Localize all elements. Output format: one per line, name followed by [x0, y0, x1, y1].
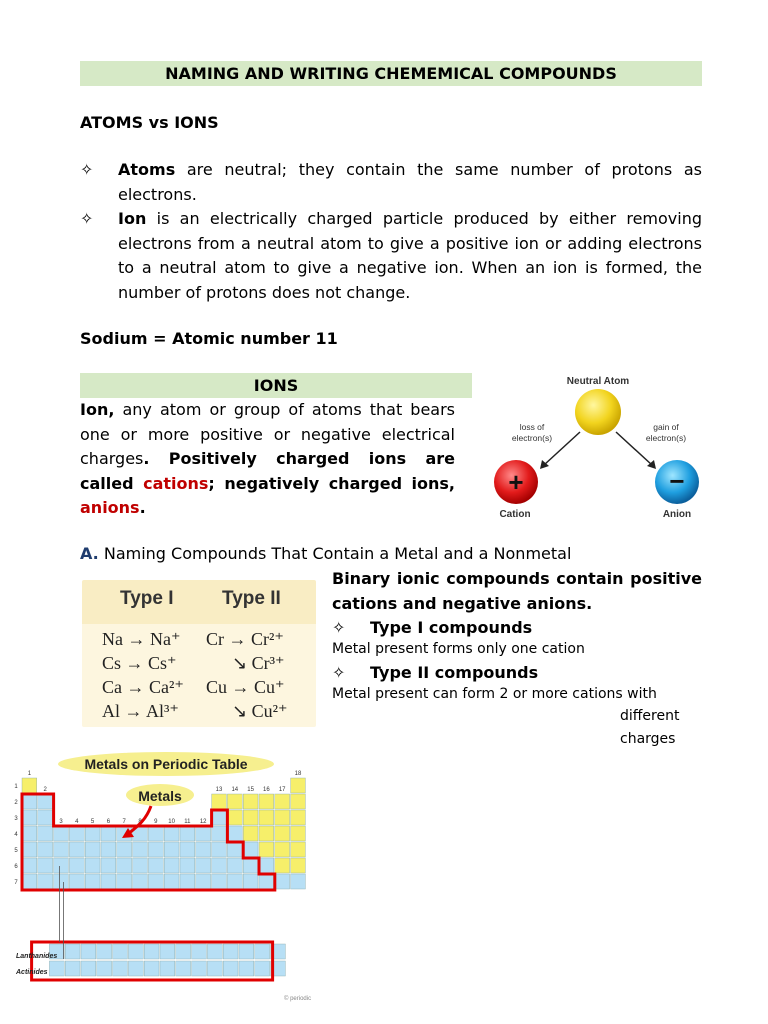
type-i-header: Type I: [120, 588, 174, 609]
type-ii-heading: ✧ Type II compounds: [332, 661, 538, 686]
period-label: 4: [14, 832, 18, 838]
bullet-star-icon: ✧: [332, 618, 346, 637]
element-cell: [227, 874, 242, 889]
type-i-heading: ✧ Type I compounds: [332, 616, 532, 641]
group-label: 12: [199, 819, 207, 825]
neutral-atom-sphere: [575, 389, 621, 435]
type-ii-header: Type II: [222, 588, 281, 609]
element-cell: [69, 858, 84, 873]
f-block-cell: [113, 944, 128, 959]
element-cell: [180, 842, 195, 857]
element-cell: [212, 810, 227, 825]
element-cell: [85, 826, 100, 841]
cations-term: cations: [143, 473, 209, 493]
element-cell: [38, 858, 53, 873]
f-block-cell: [223, 961, 238, 976]
element-cell: [133, 874, 148, 889]
element-cell: [196, 826, 211, 841]
element-cell: [259, 826, 274, 841]
periodic-banner-title: Metals on Periodic Table: [84, 756, 248, 772]
f-block-cell: [128, 961, 143, 976]
element-cell: [180, 826, 195, 841]
element-cell: [227, 842, 242, 857]
metals-callout-label: Metals: [138, 788, 182, 804]
element-cell: [85, 842, 100, 857]
element-cell: [243, 794, 258, 809]
element-cell: [227, 794, 242, 809]
element-cell: [180, 858, 195, 873]
f-block-cell: [239, 961, 254, 976]
element-cell: [54, 858, 69, 873]
element-cell: [38, 874, 53, 889]
period-label: 7: [14, 880, 18, 886]
element-cell: [227, 858, 242, 873]
element-cell: [227, 826, 242, 841]
f-block-cell: [176, 944, 191, 959]
f-block-cell: [113, 961, 128, 976]
atoms-definition: are neutral; they contain the same number of protons as electrons.: [118, 160, 702, 204]
element-cell: [291, 826, 306, 841]
element-cell: [101, 858, 116, 873]
period-label: 3: [14, 816, 18, 822]
element-cell: [227, 810, 242, 825]
minus-icon: −: [669, 466, 685, 496]
element-cell: [212, 826, 227, 841]
period-label: 1: [14, 784, 18, 790]
element-cell: [275, 794, 290, 809]
image-credit: © periodic: [284, 996, 312, 1002]
element-cell: [243, 874, 258, 889]
group-label: 14: [231, 787, 239, 793]
element-cell: [69, 842, 84, 857]
element-cell: [22, 858, 37, 873]
f-block-cell: [97, 944, 112, 959]
binary-ionic-text: Binary ionic compounds contain positive cations and negative anions.: [332, 569, 702, 613]
element-cell: [275, 858, 290, 873]
group-label: 13: [215, 787, 223, 793]
cation-label: Cation: [499, 509, 531, 520]
element-cell: [133, 858, 148, 873]
f-block-cell: [81, 961, 96, 976]
f-block-cell: [255, 961, 270, 976]
group-label: 9: [154, 819, 158, 825]
ions-heading: IONS: [80, 373, 472, 398]
f-block-cell: [128, 944, 143, 959]
element-cell: [101, 874, 116, 889]
type-i-text: Metal present forms only one cation: [332, 641, 585, 657]
element-cell: [101, 826, 116, 841]
period-label: 2: [14, 800, 18, 806]
f-block-cell: [97, 961, 112, 976]
svg-text:electron(s): electron(s): [511, 433, 553, 443]
period-label: 5: [14, 848, 18, 854]
element-cell: [69, 874, 84, 889]
element-cell: [164, 826, 179, 841]
element-cell: [148, 842, 163, 857]
element-cell: [54, 874, 69, 889]
ion-term: Ion: [118, 209, 147, 228]
element-cell: [38, 826, 53, 841]
element-cell: [259, 858, 274, 873]
plus-icon: +: [508, 467, 524, 497]
f-block-cell: [160, 961, 175, 976]
element-cell: [291, 842, 306, 857]
svg-text:electron(s): electron(s): [645, 433, 687, 443]
element-cell: [164, 858, 179, 873]
element-cell: [133, 842, 148, 857]
element-cell: [259, 842, 274, 857]
ion-definition: is an electrically charged particle produced by either removing electrons from a neutral atom to give a positive ion or adding electrons to a neutral atom to give a negative ion. When an ion is formed, the number of protons does not change.: [118, 209, 702, 302]
group-label: 3: [59, 819, 63, 825]
group-label: 6: [106, 819, 111, 825]
element-cell: [22, 842, 37, 857]
svg-text:loss of: loss of: [519, 422, 545, 432]
f-block-cell: [49, 961, 64, 976]
element-cell: [259, 794, 274, 809]
f-block-cell: [81, 944, 96, 959]
bullet-star-icon: ✧: [80, 209, 94, 228]
element-cell: [22, 794, 37, 809]
atoms-term: Atoms: [118, 160, 176, 179]
element-cell: [101, 842, 116, 857]
element-cell: [275, 874, 290, 889]
element-cell: [164, 842, 179, 857]
element-cell: [243, 826, 258, 841]
f-block-cell: [144, 961, 159, 976]
bullet-star-icon: ✧: [332, 663, 346, 682]
lanthanides-label: Lanthanides: [16, 953, 58, 960]
group-label: 2: [43, 787, 47, 793]
type-ii-text-charges: charges: [620, 731, 676, 747]
periodic-table-metals: [6, 748, 324, 1004]
f-block-cell: [223, 944, 238, 959]
element-cell: [148, 858, 163, 873]
element-cell: [212, 874, 227, 889]
group-label: 15: [247, 787, 254, 793]
element-cell: [117, 874, 132, 889]
element-cell: [38, 810, 53, 825]
element-cell: [259, 810, 274, 825]
element-cell: [85, 858, 100, 873]
element-cell: [291, 778, 306, 793]
group-label: 8: [138, 819, 142, 825]
element-cell: [243, 810, 258, 825]
element-cell: [22, 826, 37, 841]
element-cell: [212, 794, 227, 809]
element-cell: [275, 826, 290, 841]
type-ii-text: Metal present can form 2 or more cations with: [332, 686, 657, 702]
element-cell: [259, 874, 274, 889]
f-block-cell: [192, 961, 207, 976]
svg-text:gain of: gain of: [653, 422, 679, 432]
element-cell: [117, 842, 132, 857]
f-block-cell: [65, 961, 80, 976]
f-block-cell: [65, 944, 80, 959]
element-cell: [180, 874, 195, 889]
f-block-cell: [255, 944, 270, 959]
element-cell: [38, 842, 53, 857]
bullet-atoms: [80, 158, 702, 207]
ions-paragraph: Ion, any atom or group of atoms that bears one or more positive or negative electrical charges. Positively charged ions are called cations; negatively charged ions, anions.: [80, 400, 456, 517]
element-cell: [54, 842, 69, 857]
element-cell: [164, 874, 179, 889]
element-cell: [148, 826, 163, 841]
group-label: 18: [294, 771, 302, 777]
element-cells: [22, 778, 305, 980]
ion-formation-diagram: [476, 372, 708, 522]
element-cell: [22, 778, 37, 793]
f-block-cell: [207, 961, 222, 976]
element-cell: [275, 810, 290, 825]
section-a-letter: A.: [80, 544, 99, 563]
element-cell: [22, 810, 37, 825]
neutral-atom-label: Neutral Atom: [566, 376, 630, 387]
bullet-star-icon: ✧: [80, 160, 94, 179]
type-ii-text-different: different: [620, 708, 680, 724]
group-label: 7: [122, 819, 126, 825]
sodium-atomic-number: Sodium = Atomic number 11: [80, 329, 338, 348]
group-label: 10: [168, 819, 175, 825]
f-block-cell: [176, 961, 191, 976]
element-cell: [243, 858, 258, 873]
element-cell: [196, 858, 211, 873]
element-cell: [291, 858, 306, 873]
element-cell: [148, 874, 163, 889]
element-cell: [291, 794, 306, 809]
f-block-cell: [192, 944, 207, 959]
group-label: 17: [278, 787, 286, 793]
group-label: 1: [27, 771, 32, 777]
f-block-cell: [239, 944, 254, 959]
element-cell: [22, 874, 37, 889]
element-cell: [196, 874, 211, 889]
section-a-heading: A. Naming Compounds That Contain a Metal and a Nonmetal: [80, 544, 572, 563]
element-cell: [275, 842, 290, 857]
document-title: NAMING AND WRITING CHEMEMICAL COMPOUNDS: [80, 61, 702, 86]
f-block-cell: [207, 944, 222, 959]
element-cell: [291, 810, 306, 825]
element-cell: [196, 842, 211, 857]
f-block-cell: [144, 944, 159, 959]
group-label: 4: [75, 819, 79, 825]
element-cell: [291, 874, 306, 889]
element-cell: [38, 794, 53, 809]
period-label: 6: [14, 864, 18, 870]
type-table: Type I Type II Na → Na⁺ Cs → Cs⁺ Ca → Ca²⁺ Al → Al³⁺ Cr → Cr²⁺ ↘ Cr³⁺ Cu → Cu⁺ ↘ Cu²⁺: [82, 580, 316, 727]
atoms-ions-bullets: [80, 158, 702, 305]
element-cell: [54, 826, 69, 841]
element-cell: [243, 842, 258, 857]
atoms-vs-ions-heading: ATOMS vs IONS: [80, 113, 219, 132]
anion-label: Anion: [662, 509, 692, 520]
actinides-label: Actinides: [16, 969, 48, 976]
element-cell: [69, 826, 84, 841]
element-cell: [85, 874, 100, 889]
group-label: 11: [184, 819, 191, 825]
element-cell: [212, 858, 227, 873]
group-label: 5: [90, 819, 95, 825]
bullet-ion: [80, 207, 702, 305]
f-block-cell: [160, 944, 175, 959]
anions-term: anions: [80, 498, 140, 517]
element-cell: [117, 858, 132, 873]
group-label: 16: [263, 787, 270, 793]
element-cell: [212, 842, 227, 857]
